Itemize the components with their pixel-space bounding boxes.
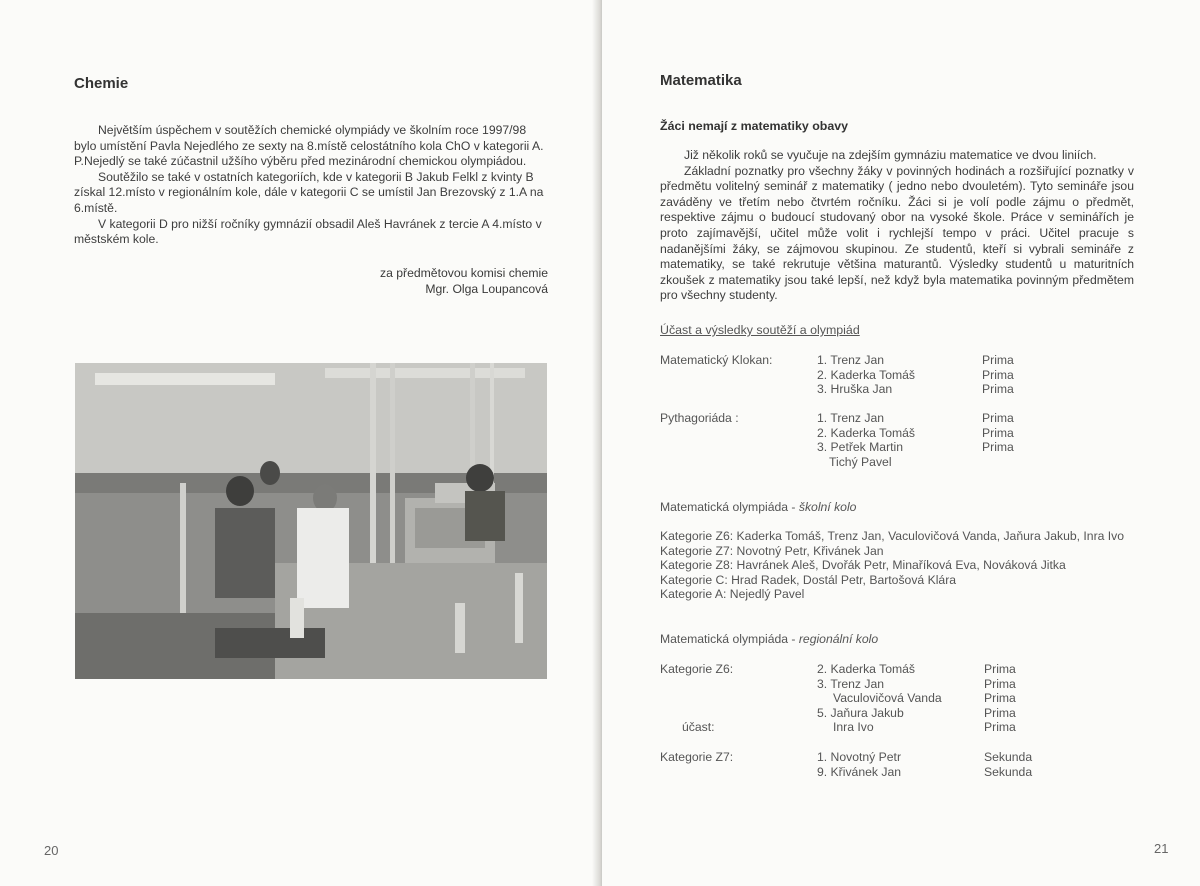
category-line: Kategorie A: Nejedlý Pavel [660, 587, 805, 602]
klokan-list [817, 353, 997, 397]
chemie-paragraph-3: V kategorii D pro nižší ročníky gymnázií obsadil Aleš Havránek z tercie A 4.místo v městském kole. [74, 216, 542, 247]
page-subtitle: Žáci nemají z matematiky obavy [660, 119, 849, 133]
list-item: Tichý Pavel [829, 454, 892, 469]
list-item-class: Prima [984, 705, 1016, 720]
list-item: 2. Kaderka Tomáš [817, 425, 916, 440]
list-item: 1. Trenz Jan [817, 411, 885, 425]
right-page [602, 0, 1200, 886]
klokan-label: Matematický Klokan: [660, 353, 773, 367]
list-item-class: Prima [984, 720, 1016, 735]
list-item: 2. Kaderka Tomáš [817, 367, 916, 382]
chemie-paragraph-1: Největším úspěchem v soutěžích chemické olympiády ve školním roce 1997/98 bylo umístění Pavla Nejedlého ze sexty na 8.místě celostátního kola ChO v kategorii A. P.Nejedlý se také zúčastnil užšího výběru před mezinárodní chemickou olympiádou. [74, 123, 544, 169]
regional-z7-label: Kategorie Z7: [660, 750, 734, 764]
list-item: Inra Ivo [833, 720, 874, 735]
regional-z6-classes [984, 662, 1016, 735]
chemie-paragraph-2: Soutěžilo se také v ostatních kategoriích, kde v kategorii B Jakub Felkl z kvinty B získal 12.místo v regionálním kole, dále v kategorii C se umístil Jan Brezovský z 1.A na 6.místě. [74, 169, 544, 215]
list-item: 2. Kaderka Tomáš [817, 662, 916, 676]
regional-round-prefix: Matematická olympiáda - [660, 632, 799, 646]
pythagoriada-label: Pythagoriáda : [660, 411, 739, 425]
list-item-class: Prima [982, 440, 1014, 455]
list-item: 9. Křivánek Jan [817, 764, 902, 779]
page-title-chemie: Chemie [74, 75, 129, 92]
regional-z7-list [817, 750, 901, 779]
list-item-class: Prima [982, 411, 1014, 425]
klokan-classes [982, 353, 1014, 397]
category-line: Kategorie Z8: Havránek Aleš, Dvořák Petr, Minaříková Eva, Nováková Jitka [660, 558, 1066, 573]
school-round-name: školní kolo [798, 500, 857, 514]
matematika-text [660, 148, 1134, 304]
chemie-text [74, 123, 548, 248]
regional-round-heading [660, 632, 878, 646]
page-number-left: 20 [44, 843, 59, 858]
signature-line-1: za předmětovou komisi chemie [380, 266, 548, 280]
school-round-prefix: Matematická olympiáda - [660, 500, 799, 514]
pythagoriada-list [817, 411, 997, 469]
list-item: 5. Jaňura Jakub [817, 705, 904, 720]
regional-z6-list [817, 662, 942, 735]
category-line: Kategorie Z6: Kaderka Tomáš, Trenz Jan, Vaculovičová Vanda, Jaňura Jakub, Inra Ivo [660, 529, 1125, 543]
list-item-class: Sekunda [984, 750, 1033, 764]
list-item-class: Prima [982, 382, 1014, 397]
list-item: 1. Trenz Jan [817, 353, 885, 367]
list-item: 3. Trenz Jan [817, 676, 885, 691]
regional-z7-classes [984, 750, 1032, 779]
list-item-class: Prima [984, 676, 1016, 691]
laboratory-photo [75, 363, 547, 679]
regional-z6-label: Kategorie Z6: [660, 662, 734, 676]
page-title-matematika: Matematika [660, 72, 742, 89]
matematika-paragraph-2: Základní poznatky pro všechny žáky v povinných hodinách a rozšiřující poznatky v předmětu volitelný seminář z matematiky ( jedno nebo dvouletém). Tyto semináře jsou zaváděny ve třetím nebo čtvrtém ročníku. Žáci si je volí podle zájmu o předmět, respektive zájmu o budoucí studovaný obor na vysoké škole. Práce v seminářích je proto zajímavější, učitel může volit i rychlejší tempo v práci. Učitel pracuje s nadanějšími žáky, se zájmovou skupinou. Ze studentů, kteří si vybrali semináře z matematiky, se také rekrutuje většina maturantů. Výsledky studentů u maturitních zkoušek z matematiky jsou také lepší, než když byla matematika povinným předmětem pro všechny studenty. [660, 163, 1134, 303]
list-item: 3. Hruška Jan [817, 382, 893, 397]
list-item-class: Prima [984, 691, 1016, 706]
category-line: Kategorie Z7: Novotný Petr, Křivánek Jan [660, 543, 884, 558]
results-heading: Účast a výsledky soutěží a olympiád [660, 323, 860, 337]
signature-block [340, 266, 548, 297]
school-round-categories [660, 529, 1124, 602]
regional-participation-label: účast: [682, 720, 715, 734]
signature-line-2: Mgr. Olga Loupancová [425, 281, 548, 296]
matematika-paragraph-1: Již několik roků se vyučuje na zdejším gymnáziu matematice ve dvou liniích. [684, 148, 1097, 162]
list-item: 3. Petřek Martin [817, 440, 904, 455]
school-round-heading [660, 500, 856, 514]
list-item-class: Sekunda [984, 764, 1033, 779]
list-item-class: Prima [982, 353, 1014, 367]
category-line: Kategorie C: Hrad Radek, Dostál Petr, Bartošová Klára [660, 572, 957, 587]
pythagoriada-classes [982, 411, 1014, 455]
list-item-class: Prima [984, 662, 1016, 676]
list-item: 1. Novotný Petr [817, 750, 901, 764]
list-item-class: Prima [982, 425, 1014, 440]
page-number-right: 21 [1154, 841, 1169, 856]
list-item-class: Prima [982, 367, 1014, 382]
regional-round-name: regionální kolo [798, 632, 879, 646]
list-item: Vaculovičová Vanda [833, 691, 942, 706]
